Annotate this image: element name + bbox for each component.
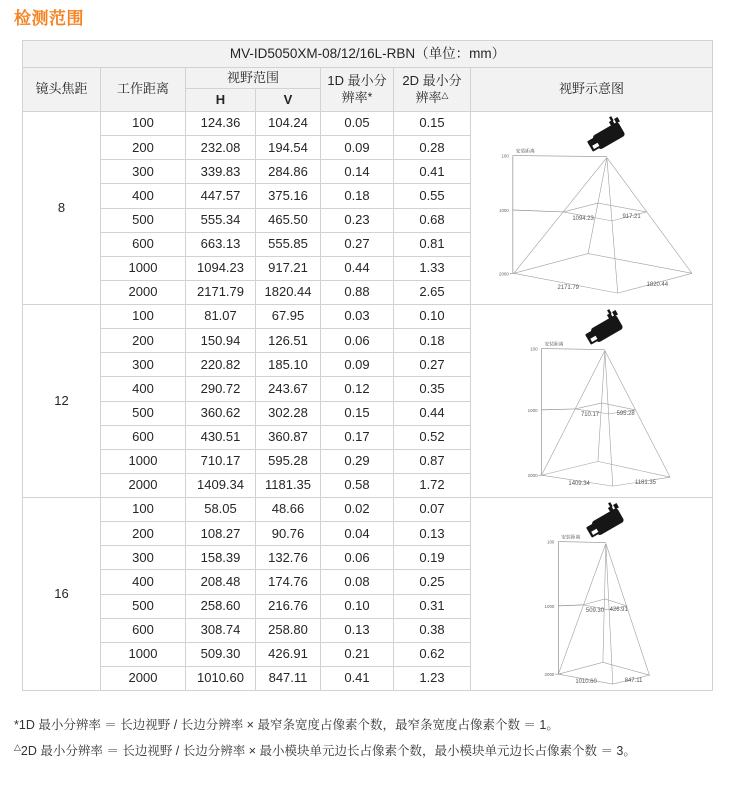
tick-label-2000: 2000	[527, 473, 538, 479]
page-title: 检测范围	[14, 9, 84, 28]
column-header-row	[23, 68, 713, 89]
cell-fov-v: 465.50	[256, 208, 321, 232]
cell-working-distance: 600	[101, 232, 186, 256]
tick-label-2000: 2000	[498, 271, 509, 277]
footnote-1d-text: 1D 最小分辨率 ＝ 长边视野 / 长边分辨率 × 最窄条宽度占像素个数，最窄条宽度占像素个数 ＝ 1。	[18, 718, 559, 732]
fov-diagram	[472, 112, 712, 304]
fov-diagram	[472, 498, 712, 690]
col-header-2d-resolution	[394, 68, 471, 112]
cell-fov-h: 555.34	[186, 208, 256, 232]
cell-1d-resolution: 0.06	[321, 546, 394, 570]
tick-label-1000: 1000	[527, 407, 538, 413]
col-header-working-distance: 工作距离	[101, 68, 186, 112]
tick-label-100: 100	[546, 539, 554, 545]
cell-2d-resolution: 0.27	[394, 353, 471, 377]
cell-1d-resolution: 0.05	[321, 112, 394, 136]
cell-1d-resolution: 0.21	[321, 642, 394, 666]
table-row	[23, 112, 713, 136]
label-mid-h: 509.30	[585, 607, 604, 614]
distance-axis	[509, 156, 606, 274]
cell-1d-resolution: 0.15	[321, 401, 394, 425]
cell-working-distance: 600	[101, 425, 186, 449]
cell-fov-h: 1010.60	[186, 666, 256, 690]
cell-working-distance: 1000	[101, 642, 186, 666]
cell-fov-h: 232.08	[186, 136, 256, 160]
cell-focal-length: 12	[23, 305, 101, 498]
cell-1d-resolution: 0.29	[321, 449, 394, 473]
diagram-size-labels	[568, 411, 656, 487]
cell-2d-resolution: 0.13	[394, 522, 471, 546]
table-body	[23, 112, 713, 691]
cell-working-distance: 1000	[101, 256, 186, 280]
camera-icon	[582, 114, 627, 154]
axis-label: 安装距离	[560, 535, 580, 541]
cell-2d-resolution: 0.07	[394, 498, 471, 522]
cell-1d-resolution: 0.02	[321, 498, 394, 522]
cell-working-distance: 300	[101, 160, 186, 184]
tick-label-2000: 2000	[544, 672, 554, 678]
cell-fov-h: 58.05	[186, 498, 256, 522]
cell-1d-resolution: 0.09	[321, 136, 394, 160]
cell-fov-h: 1094.23	[186, 256, 256, 280]
col-header-focal-length: 镜头焦距	[23, 68, 101, 112]
label-bottom-v: 847.11	[624, 678, 642, 685]
cell-fov-v: 847.11	[256, 666, 321, 690]
tick-label-100: 100	[500, 153, 509, 159]
view-pyramid	[513, 158, 691, 294]
cell-working-distance: 300	[101, 546, 186, 570]
label-bottom-h: 1010.60	[574, 679, 597, 686]
cell-2d-resolution: 0.18	[394, 329, 471, 353]
cell-fov-v: 917.21	[256, 256, 321, 280]
cell-1d-resolution: 0.23	[321, 208, 394, 232]
label-mid-v: 595.28	[616, 410, 635, 417]
cell-2d-resolution: 0.10	[394, 305, 471, 329]
cell-fov-h: 509.30	[186, 642, 256, 666]
camera-icon	[580, 307, 625, 347]
cell-1d-resolution: 0.58	[321, 473, 394, 497]
cell-working-distance: 200	[101, 136, 186, 160]
label-bottom-v: 1820.44	[646, 282, 668, 289]
cell-1d-resolution: 0.08	[321, 570, 394, 594]
cell-fov-v: 302.28	[256, 401, 321, 425]
fov-diagram-cell	[471, 305, 713, 498]
tick-label-1000: 1000	[498, 207, 509, 213]
cell-fov-v: 284.86	[256, 160, 321, 184]
cell-fov-v: 185.10	[256, 353, 321, 377]
cell-1d-resolution: 0.06	[321, 329, 394, 353]
footnotes	[14, 714, 734, 762]
cell-fov-v: 258.80	[256, 618, 321, 642]
cell-working-distance: 2000	[101, 666, 186, 690]
cell-2d-resolution: 0.44	[394, 401, 471, 425]
detection-range-table	[22, 40, 713, 691]
label-mid-v: 426.91	[609, 606, 628, 613]
table-row	[23, 305, 713, 329]
tick-label-1000: 1000	[544, 603, 554, 609]
cell-fov-v: 104.24	[256, 112, 321, 136]
axis-label: 安装距离	[543, 342, 564, 348]
col-header-fov: 视野范围	[186, 68, 321, 89]
cell-focal-length: 8	[23, 112, 101, 305]
cell-2d-resolution: 0.38	[394, 618, 471, 642]
cell-fov-h: 710.17	[186, 449, 256, 473]
cell-2d-resolution: 1.23	[394, 666, 471, 690]
axis-tick-labels	[498, 154, 508, 277]
cell-fov-h: 308.74	[186, 618, 256, 642]
cell-fov-v: 90.76	[256, 522, 321, 546]
cell-fov-h: 430.51	[186, 425, 256, 449]
label-mid-h: 710.17	[580, 411, 599, 418]
view-pyramid	[541, 351, 670, 487]
cell-1d-resolution: 0.17	[321, 425, 394, 449]
axis-tick-labels	[544, 540, 554, 678]
cell-working-distance: 200	[101, 522, 186, 546]
cell-working-distance: 500	[101, 594, 186, 618]
cell-fov-v: 67.95	[256, 305, 321, 329]
footnote-1d-marker: *	[14, 718, 19, 732]
model-header-row	[23, 41, 713, 68]
col-header-2d-text: 2D 最小分辨率	[402, 73, 462, 105]
cell-2d-resolution: 0.55	[394, 184, 471, 208]
cell-fov-h: 220.82	[186, 353, 256, 377]
camera-icon	[581, 500, 626, 540]
cell-1d-resolution: 0.13	[321, 618, 394, 642]
document-page	[0, 9, 734, 762]
footnote-2d-marker: △	[14, 742, 21, 752]
cell-fov-v: 194.54	[256, 136, 321, 160]
axis-tick-labels	[527, 347, 537, 479]
cell-working-distance: 300	[101, 353, 186, 377]
tick-label-100: 100	[529, 346, 538, 352]
cell-working-distance: 100	[101, 112, 186, 136]
cell-fov-v: 132.76	[256, 546, 321, 570]
cell-working-distance: 200	[101, 329, 186, 353]
cell-fov-v: 243.67	[256, 377, 321, 401]
footnote-1d	[14, 714, 734, 736]
cell-fov-v: 375.16	[256, 184, 321, 208]
cell-fov-v: 426.91	[256, 642, 321, 666]
cell-1d-resolution: 0.44	[321, 256, 394, 280]
cell-fov-h: 158.39	[186, 546, 256, 570]
fov-diagram-cell	[471, 498, 713, 691]
cell-fov-h: 124.36	[186, 112, 256, 136]
cell-2d-resolution: 0.52	[394, 425, 471, 449]
footnote-2d	[14, 736, 734, 762]
cell-working-distance: 400	[101, 184, 186, 208]
cell-focal-length: 16	[23, 498, 101, 691]
cell-2d-resolution: 0.31	[394, 594, 471, 618]
cell-fov-h: 447.57	[186, 184, 256, 208]
table-title: MV-ID5050XM-08/12/16L-RBN（单位：mm）	[23, 41, 713, 68]
cell-fov-h: 150.94	[186, 329, 256, 353]
cell-fov-h: 81.07	[186, 305, 256, 329]
cell-1d-resolution: 0.04	[321, 522, 394, 546]
cell-fov-v: 174.76	[256, 570, 321, 594]
cell-working-distance: 2000	[101, 473, 186, 497]
fov-diagram	[472, 305, 712, 497]
cell-working-distance: 400	[101, 377, 186, 401]
label-mid-h: 1094.23	[571, 215, 594, 222]
cell-2d-resolution: 0.35	[394, 377, 471, 401]
cell-fov-v: 360.87	[256, 425, 321, 449]
col-header-fov-diagram: 视野示意图	[471, 68, 713, 112]
cell-2d-resolution: 0.19	[394, 546, 471, 570]
col-header-h: H	[186, 89, 256, 112]
cell-fov-v: 555.85	[256, 232, 321, 256]
table-row	[23, 498, 713, 522]
cell-2d-resolution: 0.15	[394, 112, 471, 136]
cell-fov-h: 258.60	[186, 594, 256, 618]
fov-diagram-cell	[471, 112, 713, 305]
label-bottom-h: 2171.79	[557, 285, 579, 292]
cell-2d-resolution: 0.87	[394, 449, 471, 473]
cell-2d-resolution: 1.72	[394, 473, 471, 497]
cell-fov-h: 360.62	[186, 401, 256, 425]
col-header-1d-text: 1D 最小分辨率	[327, 73, 387, 105]
cell-fov-h: 290.72	[186, 377, 256, 401]
cell-2d-resolution: 2.65	[394, 280, 471, 304]
label-bottom-v: 1181.35	[634, 480, 656, 487]
cell-fov-v: 595.28	[256, 449, 321, 473]
cell-1d-resolution: 0.12	[321, 377, 394, 401]
cell-1d-resolution: 0.88	[321, 280, 394, 304]
cell-fov-h: 108.27	[186, 522, 256, 546]
label-mid-v: 917.21	[622, 213, 641, 220]
cell-fov-h: 2171.79	[186, 280, 256, 304]
cell-working-distance: 600	[101, 618, 186, 642]
cell-fov-h: 208.48	[186, 570, 256, 594]
cell-2d-resolution: 0.25	[394, 570, 471, 594]
cell-1d-resolution: 0.09	[321, 353, 394, 377]
col-header-1d-sup: *	[367, 89, 373, 104]
cell-working-distance: 400	[101, 570, 186, 594]
cell-2d-resolution: 0.41	[394, 160, 471, 184]
cell-1d-resolution: 0.41	[321, 666, 394, 690]
table-header	[23, 41, 713, 112]
cell-fov-h: 339.83	[186, 160, 256, 184]
col-header-2d-sup: △	[441, 89, 449, 100]
cell-1d-resolution: 0.10	[321, 594, 394, 618]
cell-1d-resolution: 0.14	[321, 160, 394, 184]
cell-fov-v: 1820.44	[256, 280, 321, 304]
diagram-size-labels	[557, 214, 668, 291]
cell-working-distance: 100	[101, 305, 186, 329]
cell-working-distance: 1000	[101, 449, 186, 473]
cell-1d-resolution: 0.27	[321, 232, 394, 256]
cell-working-distance: 2000	[101, 280, 186, 304]
cell-2d-resolution: 0.28	[394, 136, 471, 160]
cell-working-distance: 100	[101, 498, 186, 522]
cell-2d-resolution: 1.33	[394, 256, 471, 280]
footnote-2d-text: 2D 最小分辨率 ＝ 长边视野 / 长边分辨率 × 最小模块单元边长占像素个数，最小模块单元边长占像素个数 ＝ 3。	[20, 744, 636, 758]
cell-fov-v: 48.66	[256, 498, 321, 522]
col-header-v: V	[256, 89, 321, 112]
cell-fov-h: 663.13	[186, 232, 256, 256]
cell-fov-v: 126.51	[256, 329, 321, 353]
cell-2d-resolution: 0.68	[394, 208, 471, 232]
cell-2d-resolution: 0.62	[394, 642, 471, 666]
cell-fov-h: 1409.34	[186, 473, 256, 497]
cell-1d-resolution: 0.03	[321, 305, 394, 329]
cell-fov-v: 1181.35	[256, 473, 321, 497]
cell-working-distance: 500	[101, 401, 186, 425]
diagram-size-labels	[575, 607, 642, 685]
cell-fov-v: 216.76	[256, 594, 321, 618]
label-bottom-h: 1409.34	[567, 481, 590, 488]
cell-1d-resolution: 0.18	[321, 184, 394, 208]
axis-label: 安装距离	[515, 149, 535, 155]
cell-working-distance: 500	[101, 208, 186, 232]
cell-2d-resolution: 0.81	[394, 232, 471, 256]
col-header-1d-resolution	[321, 68, 394, 112]
